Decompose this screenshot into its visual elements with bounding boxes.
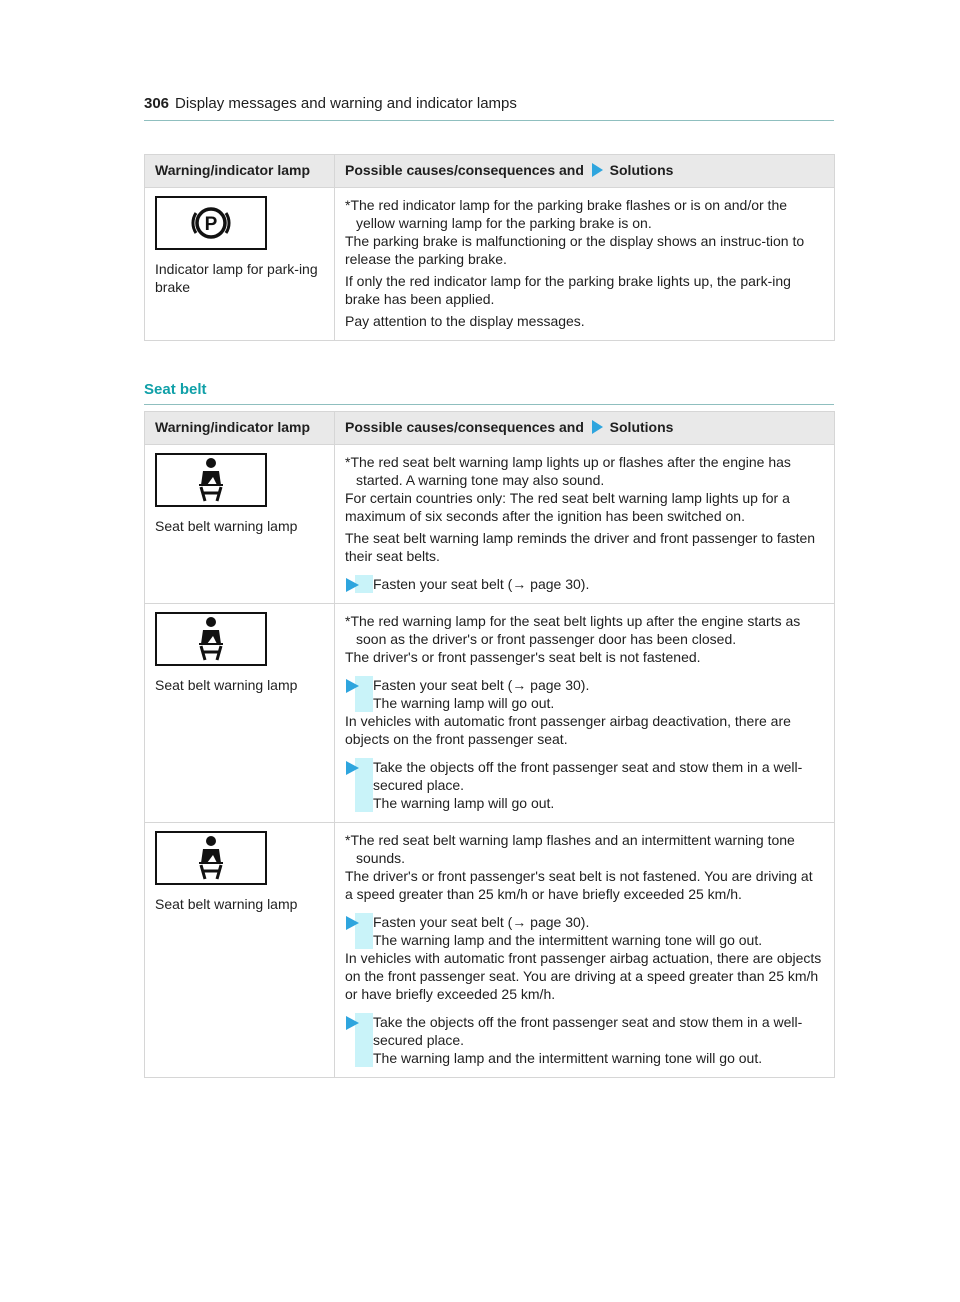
description-text: *The red seat belt warning lamp flashes and an intermittent warning tone sounds. <box>345 832 795 866</box>
seat-belt-lamp <box>155 612 267 666</box>
step-text <box>373 1013 824 1067</box>
lamp-cell <box>145 823 335 1078</box>
step-marker <box>345 758 373 812</box>
step-result: The warning lamp will go out. <box>373 695 555 711</box>
lamp-cell <box>145 445 335 604</box>
parking-brake-icon <box>189 201 233 245</box>
column-header-causes <box>335 412 835 445</box>
table-row <box>145 445 835 604</box>
seat-belt-table <box>144 411 835 1078</box>
svg-text:P: P <box>204 214 218 235</box>
step-text <box>373 575 589 593</box>
causes-label: Possible causes/consequences and <box>345 419 584 435</box>
description-text: The parking brake is malfunctioning or the display shows an instruc-tion to release the parking brake. <box>345 233 805 267</box>
seat-belt-lamp <box>155 453 267 507</box>
page-number: 306 <box>144 95 170 112</box>
lamp-label: Seat belt warning lamp <box>155 677 298 693</box>
instruction-step <box>345 575 824 593</box>
description-text: The driver's or front passenger's seat belt is not fastened. <box>345 649 701 665</box>
column-header-lamp: Warning/indicator lamp <box>145 155 335 188</box>
lamp-label: Indicator lamp for park-ing brake <box>155 261 318 295</box>
seat-belt-icon <box>191 457 231 503</box>
play-arrow-icon <box>345 578 359 592</box>
play-arrow-icon <box>345 1016 359 1030</box>
play-arrow-icon <box>591 163 603 177</box>
page-header-title: Display messages and warning and indicator lamps <box>175 95 517 112</box>
table-row <box>145 604 835 823</box>
description-text: In vehicles with automatic front passenger airbag actuation, there are objects on the front passenger seat. You are driving at a speed greater than 25 km/h or have briefly exceeded 25 km/h. <box>345 950 822 1002</box>
table-header-row <box>145 412 835 445</box>
play-arrow-icon <box>345 679 359 693</box>
description-text: *The red warning lamp for the seat belt lights up after the engine starts as soon as the driver's or front passenger door has been closed. <box>345 613 801 647</box>
play-arrow-icon <box>591 420 603 434</box>
description-cell <box>335 604 835 823</box>
step-instruction: Take the objects off the front passenger seat and stow them in a well-secured place. <box>373 759 803 793</box>
play-arrow-icon <box>345 761 359 775</box>
solutions-label: Solutions <box>609 162 674 178</box>
description-text: The driver's or front passenger's seat belt is not fastened. You are driving at a speed greater than 25 km/h or have briefly exceeded 25 km/h. <box>345 868 813 902</box>
instruction-step <box>345 758 824 812</box>
step-instruction: Take the objects off the front passenger seat and stow them in a well-secured place. <box>373 1014 803 1048</box>
description-cell <box>335 823 835 1078</box>
description-text: Pay attention to the display messages. <box>345 313 585 329</box>
lamp-cell <box>145 188 335 341</box>
step-text <box>373 676 589 712</box>
step-text <box>373 913 762 949</box>
step-marker <box>345 676 373 712</box>
description-text: *The red seat belt warning lamp lights up or flashes after the engine has started. A warning tone may also sound. <box>345 454 791 488</box>
play-arrow-icon <box>345 916 359 930</box>
description-text: If only the red indicator lamp for the parking brake lights up, the park-ing brake has been applied. <box>345 273 791 307</box>
parking-brake-lamp <box>155 196 267 250</box>
solutions-label: Solutions <box>609 419 674 435</box>
lamp-label: Seat belt warning lamp <box>155 518 298 534</box>
step-marker <box>345 1013 373 1067</box>
description-cell <box>335 188 835 341</box>
description-text: The seat belt warning lamp reminds the driver and front passenger to fasten their seat belts. <box>345 530 816 564</box>
step-instruction: Fasten your seat belt (→ page 30). <box>373 576 590 592</box>
instruction-step <box>345 913 824 949</box>
seat-belt-lamp <box>155 831 267 885</box>
instruction-step <box>345 676 824 712</box>
lamp-label: Seat belt warning lamp <box>155 896 298 912</box>
step-instruction: Fasten your seat belt (→ page 30). <box>373 914 590 930</box>
step-marker <box>345 913 373 949</box>
table-row <box>145 188 835 341</box>
step-result: The warning lamp will go out. <box>373 795 555 811</box>
parking-brake-table <box>144 154 835 341</box>
step-result: The warning lamp and the intermittent warning tone will go out. <box>373 1050 763 1066</box>
instruction-step <box>345 1013 824 1067</box>
lamp-cell <box>145 604 335 823</box>
page-header <box>144 94 834 121</box>
step-text <box>373 758 824 812</box>
step-marker <box>345 575 373 593</box>
step-instruction: Fasten your seat belt (→ page 30). <box>373 677 590 693</box>
seat-belt-icon <box>191 616 231 662</box>
description-text: For certain countries only: The red seat belt warning lamp lights up for a maximum of six seconds after the ignition has been switched on. <box>345 490 790 524</box>
seat-belt-icon <box>191 835 231 881</box>
step-result: The warning lamp and the intermittent warning tone will go out. <box>373 932 763 948</box>
description-cell <box>335 445 835 604</box>
section-title: Seat belt <box>144 380 834 405</box>
causes-label: Possible causes/consequences and <box>345 162 584 178</box>
table-row <box>145 823 835 1078</box>
column-header-lamp: Warning/indicator lamp <box>145 412 335 445</box>
description-text: In vehicles with automatic front passenger airbag deactivation, there are objects on the front passenger seat. <box>345 713 791 747</box>
table-header-row <box>145 155 835 188</box>
column-header-causes <box>335 155 835 188</box>
description-text: *The red indicator lamp for the parking brake flashes or is on and/or the yellow warning lamp for the parking brake is on. <box>345 197 788 231</box>
